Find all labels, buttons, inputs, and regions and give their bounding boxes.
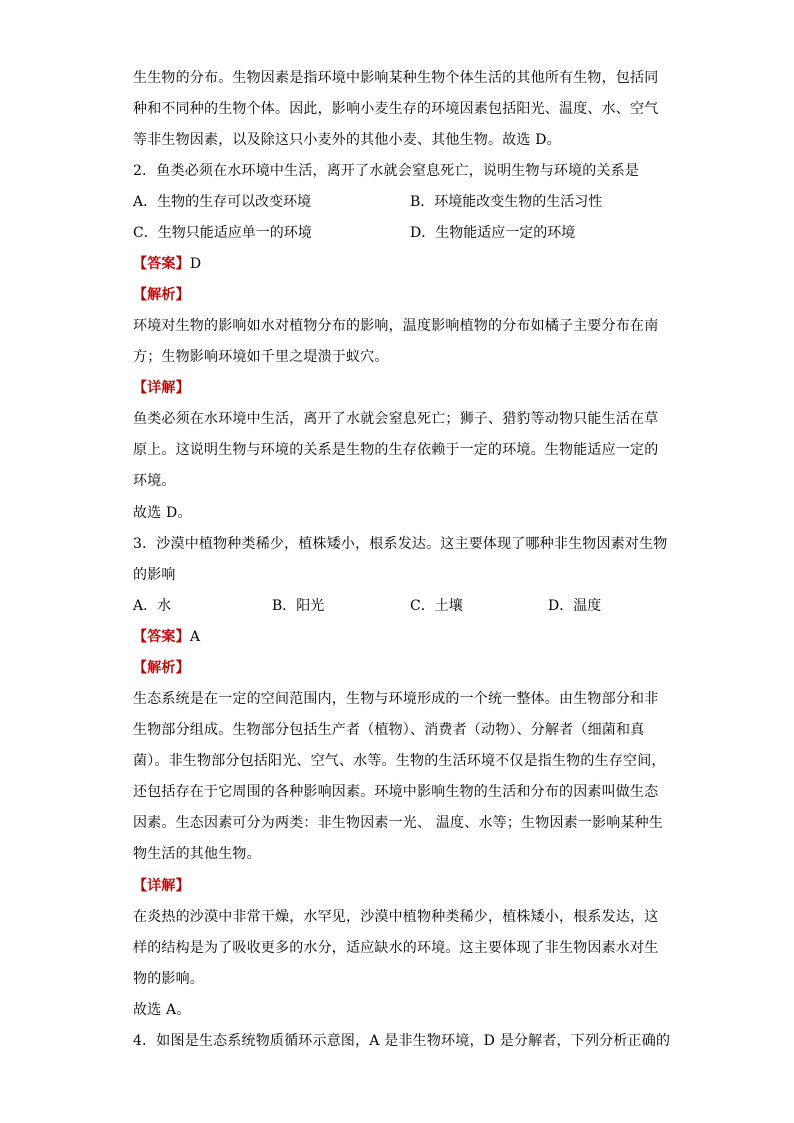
q2-option-b: B．环境能改变生物的生活习性 bbox=[410, 194, 603, 210]
paragraph-line: 种和不同种的生物个体。因此，影响小麦生存的环境因素包括阳光、温度、水、空气 bbox=[133, 101, 659, 117]
analysis-line: 物生活的其他生物。 bbox=[133, 846, 261, 862]
detail-line: 样的结构是为了吸收更多的水分，适应缺水的环境。这主要体现了非生物因素水对生 bbox=[133, 940, 659, 956]
analysis-line: 因素。生态因素可分为两类：非生物因素一光、 温度、水等；生物因素一影响某种生 bbox=[133, 815, 664, 831]
analysis-line: 环境对生物的影响如水对植物分布的影响，温度影响植物的分布如橘子主要分布在南 bbox=[133, 318, 659, 334]
q2-option-d: D．生物能适应一定的环境 bbox=[410, 225, 576, 241]
q3-option-d: D．温度 bbox=[548, 598, 602, 614]
detail-line: 在炎热的沙漠中非常干燥，水罕见，沙漠中植物种类稀少，植株矮小，根系发达，这 bbox=[133, 909, 659, 925]
detail-line: 原上。这说明生物与环境的关系是生物的生存依赖于一定的环境。生物能适应一定的 bbox=[133, 442, 659, 458]
analysis-line: 生物部分组成。生物部分包括生产者（植物）、消费者（动物）、分解者（细菌和真 bbox=[133, 722, 645, 738]
analysis-line: 生态系统是在一定的空间范围内，生物与环境形成的一个统一整体。由生物部分和非 bbox=[133, 691, 659, 707]
detail-line: 物的影响。 bbox=[133, 971, 204, 987]
q2-answer bbox=[133, 254, 201, 274]
analysis-line: 还包括存在于它周围的各种影响因素。环境中影响生物的生活和分布的因素叫做生态 bbox=[133, 784, 659, 800]
question-3-stem: 3．沙漠中植物种类稀少，植株矮小，根系发达。这主要体现了哪种非生物因素对生物 bbox=[133, 536, 668, 552]
answer-tag: 【答案】 bbox=[133, 629, 190, 645]
detail-tag: 【详解】 bbox=[133, 878, 190, 894]
answer-tag: 【答案】 bbox=[133, 256, 190, 272]
analysis-line: 方；生物影响环境如千里之堤溃于蚁穴。 bbox=[133, 349, 389, 365]
paragraph-line: 等非生物因素，以及除这只小麦外的其他小麦、其他生物。故选 D。 bbox=[133, 132, 561, 148]
analysis-line: 菌）。非生物部分包括阳光、空气、水等。生物的生活环境不仅是指生物的生存空间， bbox=[133, 753, 666, 769]
detail-tag: 【详解】 bbox=[133, 380, 190, 396]
answer-value: A bbox=[189, 629, 201, 645]
paragraph-line: 生生物的分布。生物因素是指环境中影响某种生物个体生活的其他所有生物，包括同 bbox=[133, 70, 659, 86]
q3-option-a: A．水 bbox=[133, 598, 172, 614]
question-2-stem: 2．鱼类必须在水环境中生活，离开了水就会窒息死亡，说明生物与环境的关系是 bbox=[133, 163, 640, 179]
q2-option-a: A．生物的生存可以改变环境 bbox=[133, 194, 312, 210]
detail-line: 鱼类必须在水环境中生活，离开了水就会窒息死亡；狮子、猎豹等动物只能生活在草 bbox=[133, 411, 659, 427]
detail-line: 故选 A。 bbox=[133, 1002, 191, 1018]
q3-answer bbox=[133, 627, 200, 647]
question-3-stem: 的影响 bbox=[133, 567, 176, 583]
q3-option-c: C．土壤 bbox=[410, 598, 463, 614]
detail-line: 环境。 bbox=[133, 473, 176, 489]
q3-option-b: B．阳光 bbox=[272, 598, 325, 614]
analysis-tag: 【解析】 bbox=[133, 660, 190, 676]
answer-value: D bbox=[189, 256, 202, 272]
q2-option-c: C．生物只能适应单一的环境 bbox=[133, 225, 312, 241]
detail-line: 故选 D。 bbox=[133, 505, 192, 521]
analysis-tag: 【解析】 bbox=[133, 287, 190, 303]
question-4-stem: 4．如图是生态系统物质循环示意图，A 是非生物环境，D 是分解者，下列分析正确的 bbox=[133, 1033, 671, 1049]
